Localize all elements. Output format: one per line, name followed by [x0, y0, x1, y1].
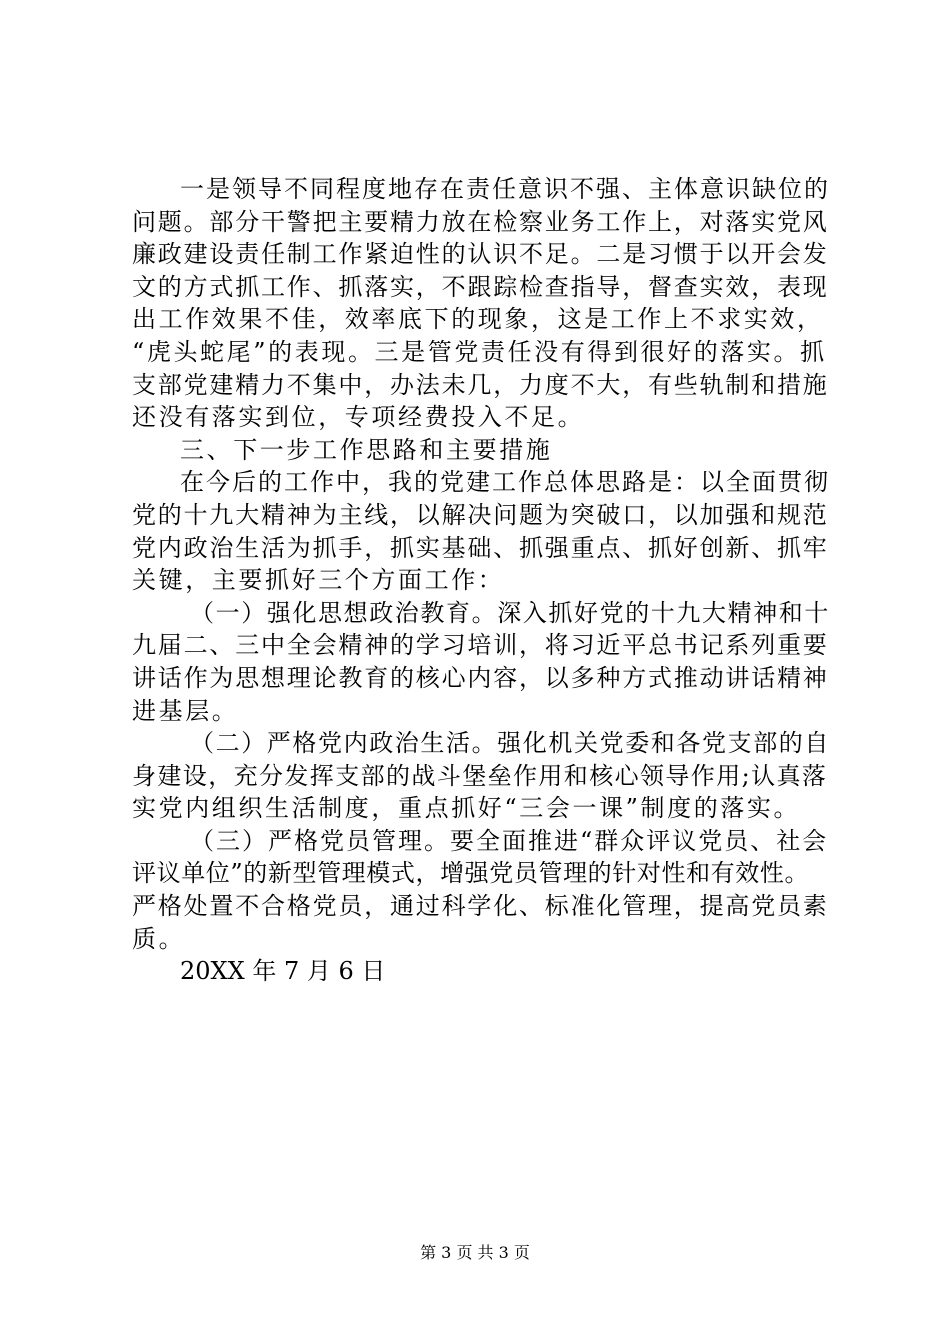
page-number-label: 第 3 页 共 3 页 — [420, 1243, 530, 1262]
paragraph-item-three — [132, 825, 832, 955]
text-line: 廉政建设责任制工作紧迫性的认识不足。二是习惯于以开会发 — [132, 240, 829, 269]
text-line: （一）强化思想政治教育。深入抓好党的十九大精神和十 — [190, 598, 830, 627]
paragraph-item-two — [132, 727, 832, 825]
text-line: 身建设，充分发挥支部的战斗堡垒作用和核心领导作用;认真落 — [132, 761, 828, 790]
section-heading — [132, 434, 832, 467]
paragraph-problems — [132, 173, 832, 434]
paragraph-item-one — [132, 597, 832, 727]
text-line: 还没有落实到位，专项经费投入不足。 — [132, 403, 585, 432]
text-line: （三）严格党员管理。要全面推进“群众评议党员、社会 — [190, 826, 829, 855]
section-heading-text: 三、下一步工作思路和主要措施 — [180, 435, 553, 464]
text-line: 一是领导不同程度地存在责任意识不强、主体意识缺位的 — [180, 175, 830, 203]
text-line: 文的方式抓工作、抓落实，不跟踪检查指导，督查实效，表现 — [132, 272, 829, 301]
text-line: 出工作效果不佳，效率底下的现象，这是工作上不求实效， — [132, 305, 824, 334]
text-line: 党内政治生活为抓手，抓实基础、抓强重点、抓好创新、抓牢 — [132, 533, 829, 562]
text-line: （二）严格党内政治生活。强化机关党委和各党支部的自 — [190, 729, 830, 758]
text-line: 严格处置不合格党员，通过科学化、标准化管理，提高党员素 — [132, 892, 829, 921]
text-line: 在今后的工作中，我的党建工作总体思路是：以全面贯彻 — [180, 468, 830, 497]
document-body — [132, 173, 832, 988]
text-line: 讲话作为思想理论教育的核心内容，以多种方式推动讲话精神 — [132, 663, 829, 692]
page-footer — [0, 1243, 950, 1263]
text-line: 九届二、三中全会精神的学习培训，将习近平总书记系列重要 — [132, 631, 829, 660]
text-line: 关键，主要抓好三个方面工作： — [132, 566, 505, 595]
paragraph-overall-approach — [132, 466, 832, 596]
text-line: 问题。部分干警把主要精力放在检察业务工作上，对落实党风 — [132, 207, 829, 236]
text-line: 党的十九大精神为主线，以解决问题为突破口，以加强和规范 — [132, 500, 829, 529]
document-date: 20XX 年 7 月 6 日 — [180, 957, 386, 986]
text-line: 进基层。 — [132, 696, 239, 725]
text-line: 支部党建精力不集中，办法未几，力度不大，有些轨制和措施 — [132, 370, 829, 399]
text-line: “虎头蛇尾”的表现。三是管党责任没有得到很好的落实。抓 — [132, 337, 827, 366]
text-line: 评议单位”的新型管理模式，增强党员管理的针对性和有效性。 — [132, 859, 810, 888]
text-line: 实党内组织生活制度，重点抓好“三会一课”制度的落实。 — [132, 794, 801, 823]
text-line: 质。 — [132, 924, 186, 953]
